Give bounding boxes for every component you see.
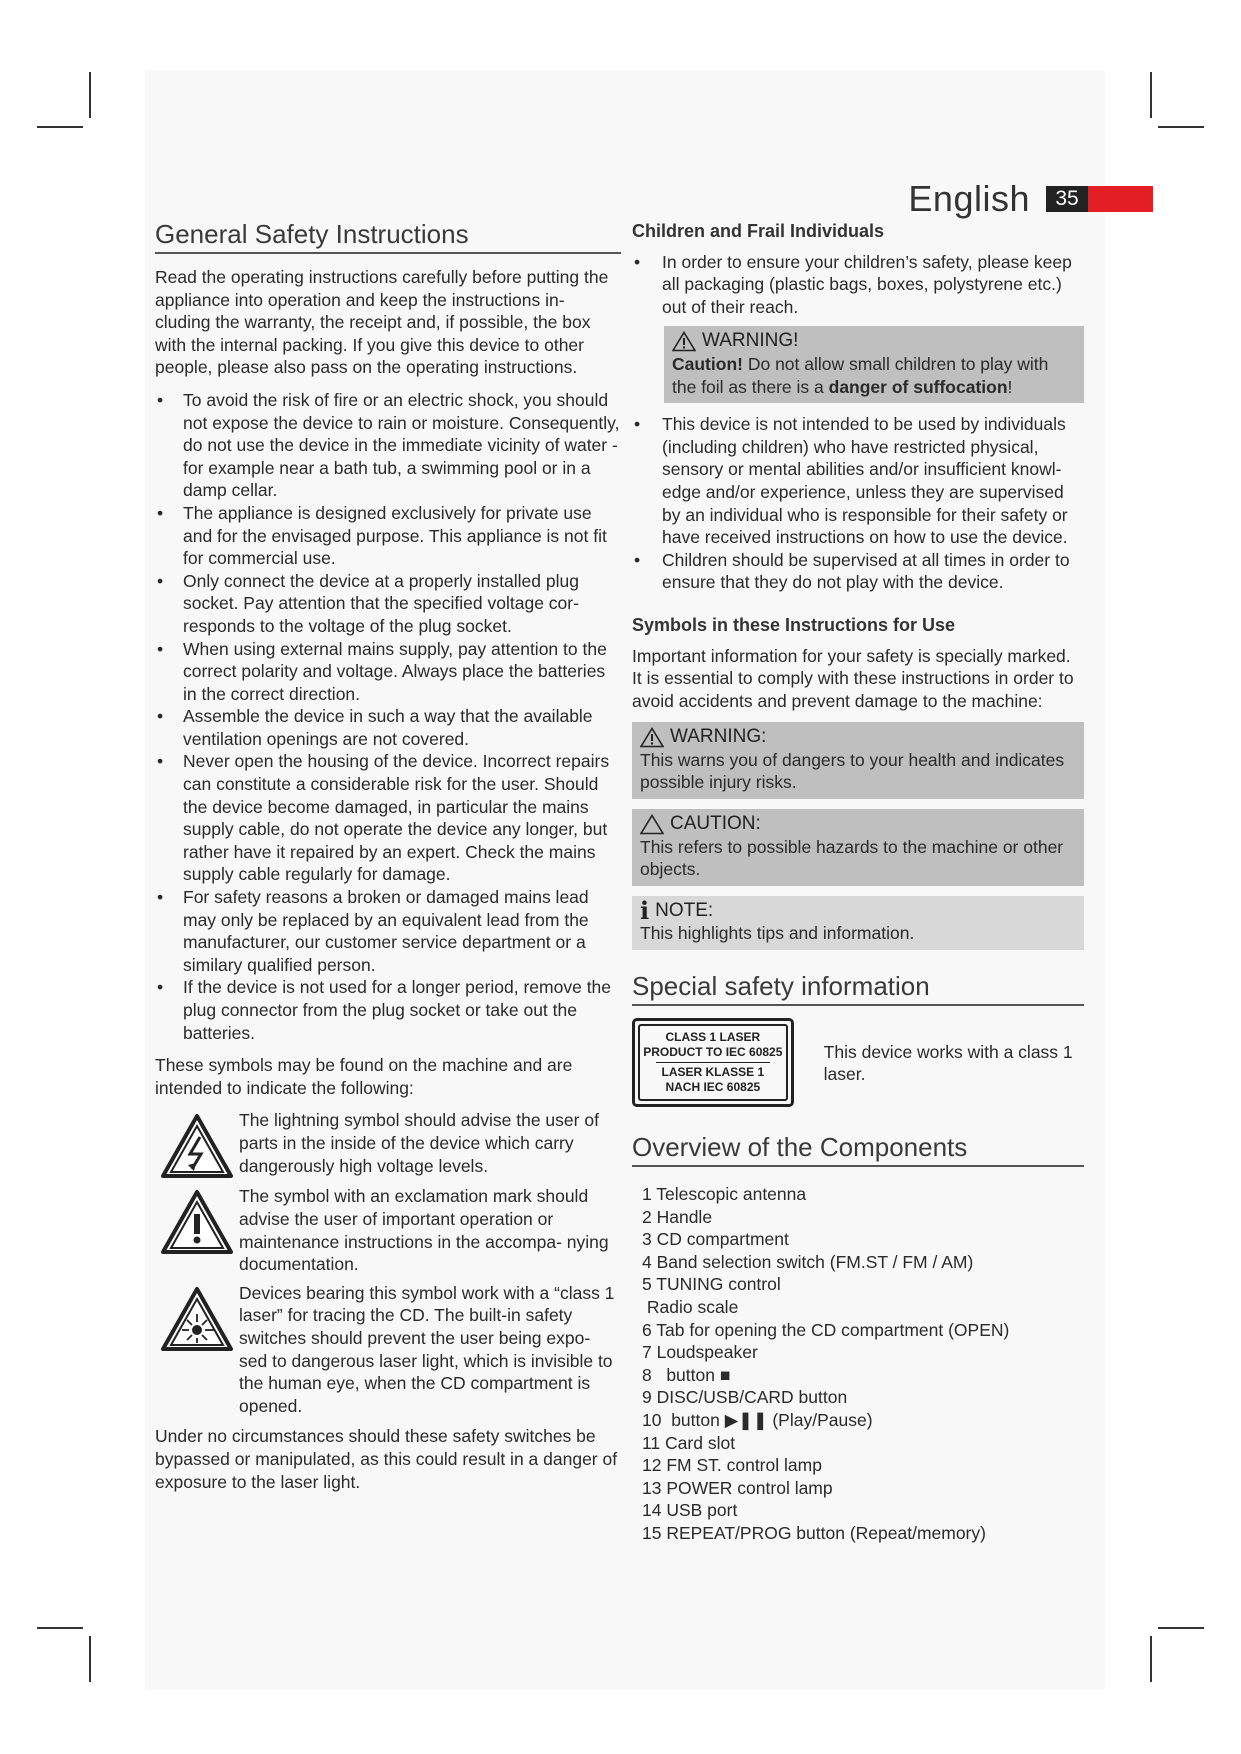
- lightning-warning-icon: [155, 1109, 239, 1179]
- section-title-special-safety: Special safety information: [632, 970, 1084, 1006]
- section-title-general-safety: General Safety Instructions: [155, 218, 621, 254]
- list-item: 6 Tab for opening the CD compartment (OPEN): [642, 1319, 1010, 1340]
- closing-paragraph: Under no circumstances should these safety switches be bypassed or manipulated, as this could result in a danger of exposure to the laser light.: [155, 1426, 618, 1492]
- page-header: [908, 180, 1153, 218]
- list-item: • In order to ensure your children’s safety, please keep all packaging (plastic bags, boxes, polystyrene etc.) out of their reach.: [634, 251, 1072, 317]
- symbols-intro: These symbols may be found on the machine and are intended to indicate the following:: [155, 1055, 573, 1098]
- symbol-row-exclamation: [155, 1185, 621, 1275]
- children-list-a: [632, 251, 1084, 319]
- warning-box-text: This warns you of dangers to your health and indicates possible injury risks.: [640, 749, 1065, 793]
- crop-mark: [1150, 1636, 1152, 1682]
- crop-mark: [37, 126, 83, 128]
- list-item: • If the device is not used for a longer period, remove the plug connector from the plug socket or take out the batteries.: [157, 977, 612, 1043]
- list-item: 10 button ▶❚❚ (Play/Pause): [642, 1409, 873, 1430]
- symbol-row-lightning: [155, 1109, 621, 1179]
- symbols-paragraph: Important information for your safety is specially marked. It is essential to comply with these instructions in order to avoid accidents and prevent damage to the machine:: [632, 645, 1074, 711]
- list-item: Radio scale: [642, 1297, 739, 1317]
- warning-box-text: Caution! Do not allow small children to play with the foil as there is a danger of suffocation!: [672, 353, 1049, 397]
- laser-text: This device works with a class 1 laser.: [823, 1041, 1073, 1084]
- list-item: 11 Card slot: [642, 1432, 736, 1453]
- list-item: • When using external mains supply, pay attention to the correct polarity and voltage. Always place the batteries in the correct direction.: [157, 638, 607, 704]
- crop-mark: [37, 1627, 83, 1629]
- caution-box-text: This refers to possible hazards to the machine or other objects.: [640, 836, 1064, 880]
- symbol-text: Devices bearing this symbol work with a “class 1 laser” for tracing the CD. The built-in safety switches should prevent the user being expo- sed to dangerous laser light, which is invisible to the human eye, when the CD compartment is opened.: [239, 1282, 615, 1416]
- list-item: • For safety reasons a broken or damaged mains lead may only be replaced by an equivalent lead from the manufacturer, our customer service department or a similary qualified person.: [157, 887, 589, 975]
- info-icon: i: [640, 896, 650, 926]
- language-label: English: [908, 178, 1030, 219]
- list-item: 2 Handle: [642, 1206, 713, 1227]
- list-item: • The appliance is designed exclusively for private use and for the envisaged purpose. This appliance is not fit for commercial use.: [157, 502, 607, 569]
- exclamation-warning-icon: [155, 1185, 239, 1275]
- section-title-overview: Overview of the Components: [632, 1131, 1084, 1167]
- warning-triangle-icon: [640, 727, 664, 748]
- crop-mark: [1158, 1627, 1204, 1629]
- list-item: 13 POWER control lamp: [642, 1477, 833, 1498]
- symbol-row-laser: [155, 1282, 621, 1418]
- list-item: • To avoid the risk of fire or an electric shock, you should not expose the device to rain or moisture. Consequently, do not use the device in the immediate vicinity of water - for example near a bath tub, a swimming pool or in a damp cellar.: [157, 389, 620, 501]
- list-item: • Assemble the device in such a way that the available ventilation openings are not covered.: [157, 706, 593, 749]
- note-box-text: This highlights tips and information.: [640, 923, 915, 944]
- note-box: [632, 896, 1084, 950]
- list-item: • This device is not intended to be used by individuals (including children) who have restricted physical, sensory or mental abilities and/or insufficient knowl- edge and/or experience, unless they are supervised by an individual who is responsible for their safety or have received instructions on how to use the device.: [634, 414, 1068, 548]
- safety-bullet-list: [155, 389, 621, 1044]
- right-column: [632, 220, 1084, 1545]
- laser-warning-icon: [155, 1282, 239, 1418]
- crop-mark: [89, 72, 91, 118]
- laser-info-row: [632, 1018, 1084, 1107]
- warning-triangle-icon: [672, 331, 696, 352]
- intro-paragraph: Read the operating instructions carefully before putting the appliance into operation and keep the instructions in- cluding the warranty, the receipt and, if possible, the box with the internal packing. If you give this device to other people, please also pass on the operating instructions.: [155, 267, 609, 378]
- symbol-text: The symbol with an exclamation mark should advise the user of important operation or maintenance instructions in the accompa- nying documentation.: [239, 1186, 609, 1275]
- caution-box-title: CAUTION:: [670, 813, 761, 835]
- list-item: 8 button ■: [642, 1364, 731, 1385]
- caution-box: [632, 809, 1084, 886]
- list-item: 12 FM ST. control lamp: [642, 1455, 822, 1476]
- accent-bar: [1088, 186, 1153, 212]
- list-item: • Only connect the device at a properly installed plug socket. Pay attention that the specified voltage cor- responds to the voltage of the plug socket.: [157, 570, 579, 636]
- list-item: 14 USB port: [642, 1500, 738, 1521]
- warning-box-title: WARNING!: [672, 330, 1076, 353]
- crop-mark: [1158, 126, 1204, 128]
- children-title: Children and Frail Individuals: [632, 221, 885, 241]
- page-number: 35: [1046, 186, 1088, 212]
- list-item: 3 CD compartment: [642, 1229, 789, 1250]
- list-item: • Children should be supervised at all times in order to ensure that they do not play with the device.: [634, 549, 1070, 593]
- children-list-b: [632, 413, 1084, 594]
- laser-class-label: CLASS 1 LASER PRODUCT TO IEC 60825 LASER KLASSE 1 NACH IEC 60825: [632, 1018, 794, 1107]
- note-box-title: NOTE:: [655, 899, 714, 921]
- list-item: 1 Telescopic antenna: [642, 1184, 807, 1205]
- warning-box: [632, 722, 1084, 799]
- left-column: [155, 218, 621, 1503]
- list-item: 9 DISC/USB/CARD button: [642, 1387, 848, 1408]
- crop-mark: [89, 1636, 91, 1682]
- list-item: 15 REPEAT/PROG button (Repeat/memory): [642, 1522, 986, 1543]
- caution-triangle-icon: [640, 814, 664, 835]
- symbol-text: The lightning symbol should advise the user of parts in the inside of the device which carry dangerously high voltage levels.: [239, 1110, 599, 1176]
- list-item: 4 Band selection switch (FM.ST / FM / AM): [642, 1251, 974, 1272]
- warning-box-title: WARNING:: [670, 726, 767, 748]
- list-item: 7 Loudspeaker: [642, 1342, 758, 1363]
- list-item: 5 TUNING control: [642, 1274, 781, 1295]
- symbols-title: Symbols in these Instructions for Use: [632, 614, 956, 635]
- list-item: • Never open the housing of the device. Incorrect repairs can constitute a considerable risk for the user. Should the device become damaged, in particular the mains supply cable, do not operate the device any longer, but rather have it repaired by an expert. Check the mains supply cable regularly for damage.: [157, 751, 610, 885]
- components-list: [642, 1183, 1084, 1545]
- warning-box-suffocation: [664, 326, 1084, 403]
- crop-mark: [1150, 72, 1152, 118]
